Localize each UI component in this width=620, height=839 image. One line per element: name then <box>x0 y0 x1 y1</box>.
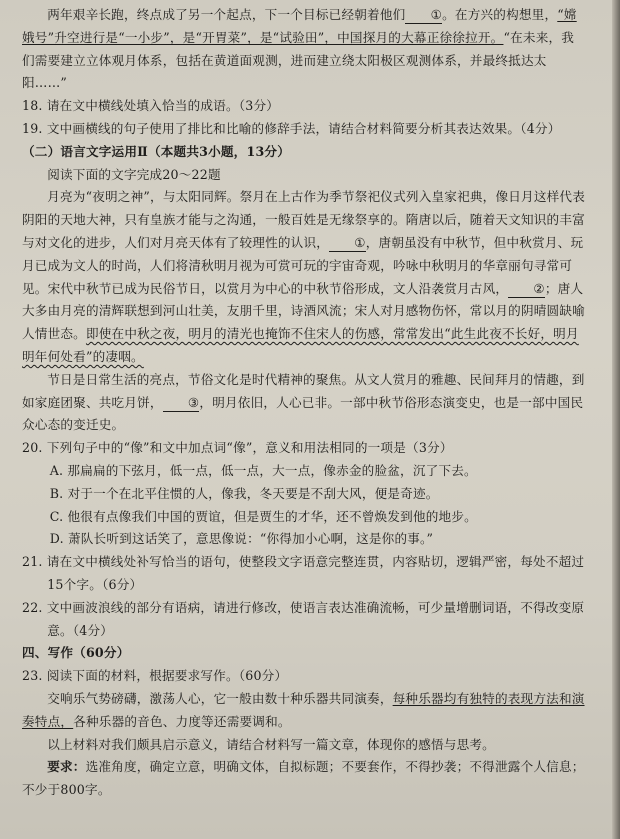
question-18: 18. 请在文中横线处填入恰当的成语。（3分） <box>22 98 280 114</box>
writing-material: 交响乐气势磅礴，激荡人心，它一般由数十种乐器共同演奏，每种乐器均有独特的表现方法和演奏特点，各种乐器的音色、力度等还需要调和。 <box>22 690 585 729</box>
page-edge-shadow <box>612 0 620 839</box>
section-2-title: （二）语言文字运用Ⅱ（本题共3小题，13分） <box>22 143 290 159</box>
option-c: C. 他很有点像我们中国的贾谊，但是贾生的才华，还不曾焕发到他的地步。 <box>49 508 477 524</box>
reading-passage: 月亮为“夜明之神”，与太阳同辉。祭月在上古作为季节祭祀仪式列入皇家祀典，像日月这样代表阴阳的天地大神，只有皇族才能与之沟通，一般百姓是无缘祭享的。隋唐以后，随着天文知识的丰富与对文化的进步，人们对月亮天体有了较理性的认识， ①，唐朝虽没有中秋节，但中秋赏月、玩月已成为文人的时尚，人们将清秋明月视为可赏可玩的宇宙奇观，吟咏中秋明月的华章丽句寻常可见。宋代中秋节已成为民俗节日，以赏月为中心的中秋节俗形成，文人沿袭赏月古风， ②；唐人大多由月亮的清辉联想到河山壮美，友朋千里，诗酒风流；宋人对月感物伤怀，常以月的阴晴圆缺喻人情世态。即使在中秋之夜，明月的清光也掩饰不住宋人的伤感，常常发出“此生此夜不长好，明月明年何处看”的凄咽。 <box>22 189 586 364</box>
writing-requirements: 要求：选准角度，确定立意，明确文体，自拟标题；不要套作，不得抄袭；不得泄露个人信息；不少于800字。 <box>22 759 585 798</box>
reading-passage-2: 节日是日常生活的亮点，节俗文化是时代精神的聚焦。从文人赏月的雅趣、民间拜月的情趣，到如家庭团聚、共吃月饼， ③，明月依旧，人心已非。一部中秋节俗形态演变史，也是一部中国民众心态的变迁史。 <box>22 371 585 433</box>
answer-blank-1: ① <box>405 7 442 24</box>
material-underlined: 每种乐器均有独特的表现方法和演奏特点， <box>22 690 585 729</box>
question-21: 21. 请在文中横线处补写恰当的语句，使整段文字语意完整连贯，内容贴切，逻辑严密，每处不超过15个字。（6分） <box>22 554 585 592</box>
option-d: D. 萧队长听到这话笑了，意思像说：“你得加小心啊，这是你的事。” <box>49 531 434 547</box>
underlined-sentence: “嫦娥号”升空进行是“一小步”，是“开胃菜”，是“试验田”，中国探月的大幕正徐徐拉开。 <box>22 7 577 45</box>
section-4-title: 四、写作（60分） <box>22 645 130 661</box>
question-19: 19. 文中画横线的句子使用了排比和比喻的修辞手法，请结合材料简要分析其表达效果。（4分） <box>22 120 561 136</box>
option-a: A. 那扁扁的下弦月，低一点，低一点，大一点，像赤金的脸盆，沉了下去。 <box>49 462 477 478</box>
question-20: 20. 下列句子中的“像”和文中加点词“像”，意义和用法相同的一项是（3分） <box>22 440 453 456</box>
option-b: B. 对于一个在北平住惯的人，像我，冬天要是不刮大风，便是奇迹。 <box>49 485 439 501</box>
answer-blank-p1: ① <box>329 235 366 252</box>
answer-blank-p3: ③ <box>163 395 200 412</box>
question-23: 23. 阅读下面的材料，根据要求写作。（60分） <box>22 668 288 684</box>
question-22: 22. 文中画波浪线的部分有语病，请进行修改，使语言表达准确流畅，可少量增删词语，不得改变原意。（4分） <box>22 599 585 638</box>
answer-blank-p2: ② <box>508 281 545 298</box>
top-passage: 两年艰辛长跑，终点成了另一个起点，下一个目标已经朝着他们 ①。在方兴的构想里，“嫦娥号”升空进行是“一小步”，是“开胃菜”，是“试验田”，中国探月的大幕正徐徐拉开。“在未来，我们需要建立立体观月体系，包括在黄道面观测，进而建立绕太阳极区观测体系，并最终抵达太阳……” <box>22 7 577 91</box>
wavy-underlined-sentence: 即使在中秋之夜，明月的清光也掩饰不住宋人的伤感，常常发出“此生此夜不长好，明月明年何处看”的凄咽。 <box>22 326 579 364</box>
reading-instruction: 阅读下面的文字完成20～22题 <box>47 166 221 182</box>
writing-task: 以上材料对我们颇具启示意义，请结合材料写一篇文章，体现你的感悟与思考。 <box>47 736 495 752</box>
